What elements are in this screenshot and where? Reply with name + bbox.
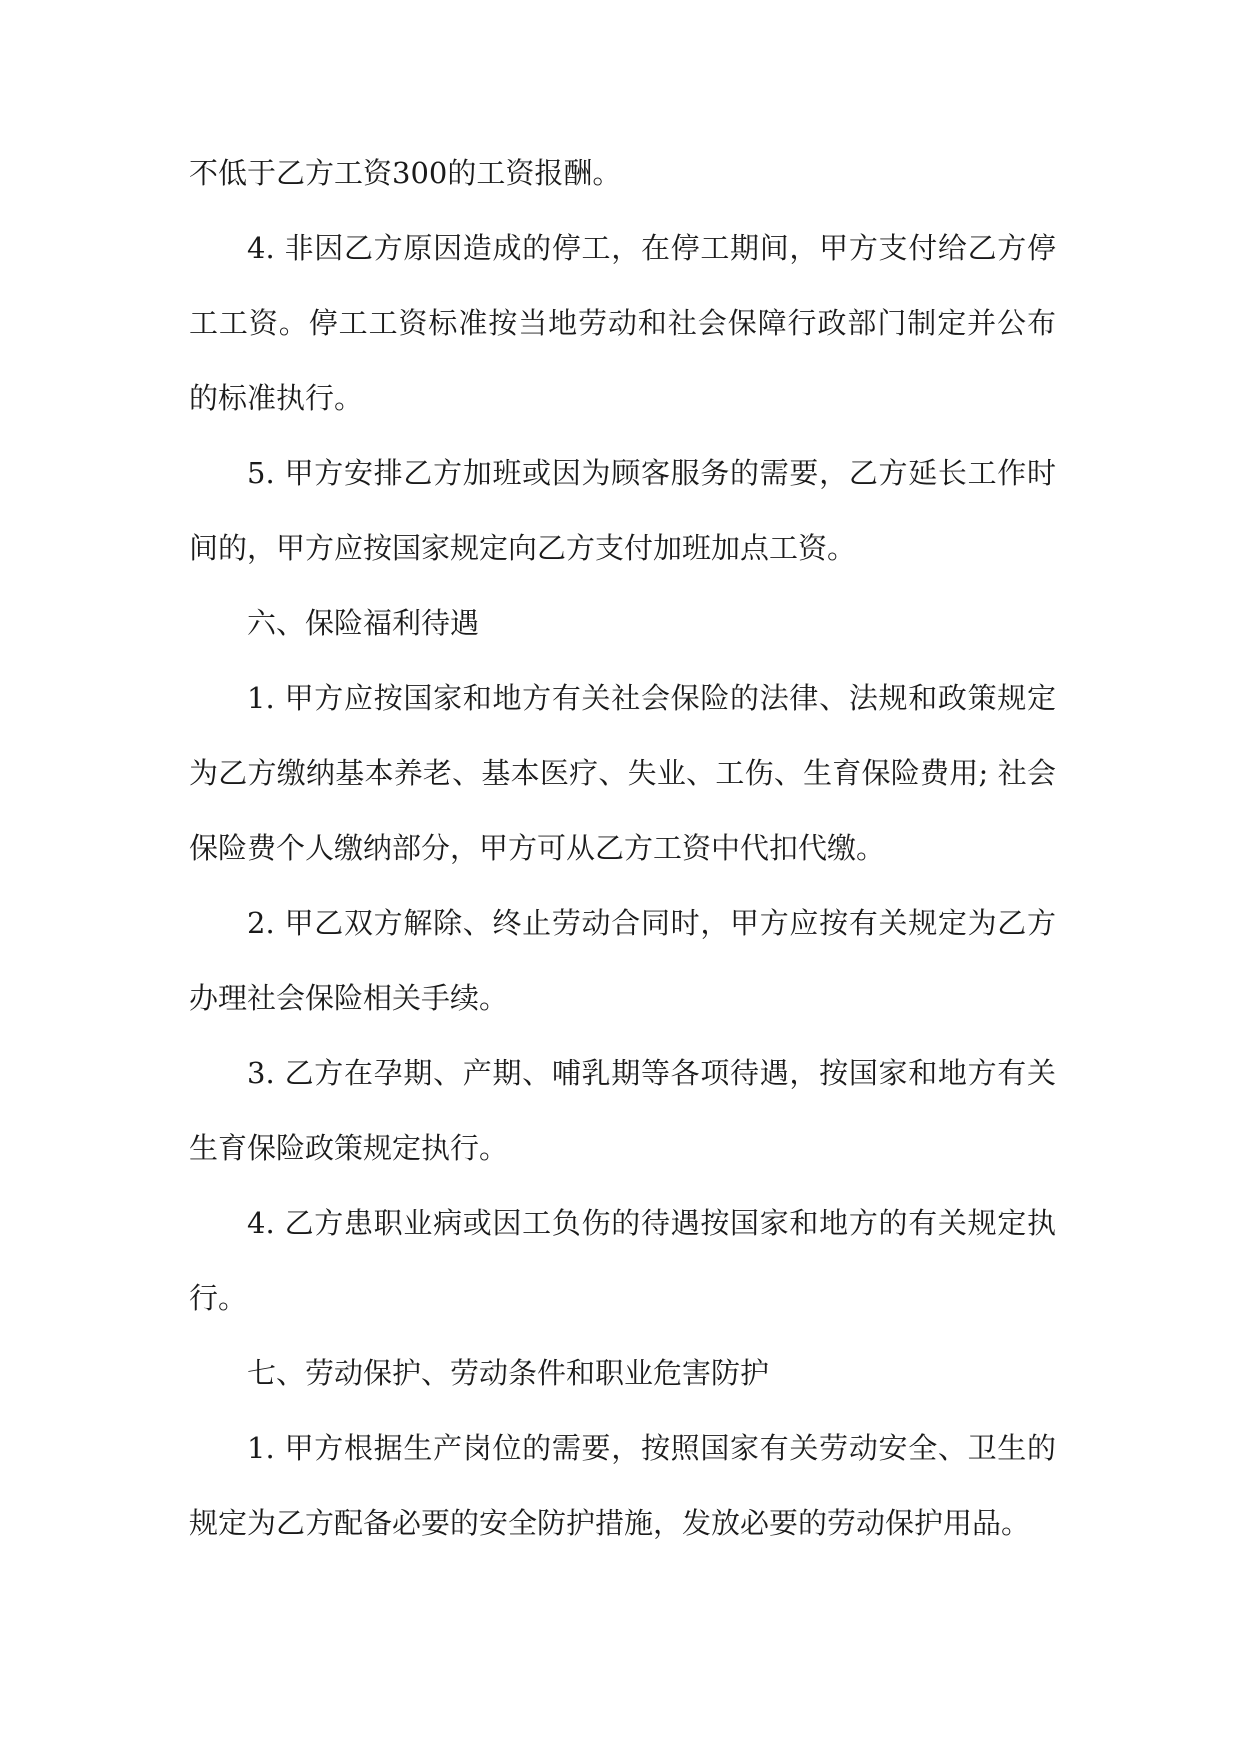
- paragraph-insurance-item-3: 3. 乙方在孕期、产期、哺乳期等各项待遇，按国家和地方有关生育保险政策规定执行。: [189, 1056, 1056, 1165]
- paragraph-continuation: 不低于乙方工资300的工资报酬。: [189, 156, 622, 190]
- section-heading-insurance: 六、保险福利待遇: [247, 606, 480, 640]
- paragraph-item-4-work-stoppage: 4. 非因乙方原因造成的停工，在停工期间，甲方支付给乙方停工工资。停工工资标准按当地劳动和社会保障行政部门制定并公布的标准执行。: [189, 231, 1056, 415]
- paragraph-insurance-item-1: 1. 甲方应按国家和地方有关社会保险的法律、法规和政策规定为乙方缴纳基本养老、基本医疗、失业、工伤、生育保险费用; 社会保险费个人缴纳部分，甲方可从乙方工资中代扣代缴。: [189, 681, 1056, 865]
- paragraph-protection-item-1: 1. 甲方根据生产岗位的需要，按照国家有关劳动安全、卫生的规定为乙方配备必要的安全防护措施，发放必要的劳动保护用品。: [189, 1431, 1056, 1540]
- paragraph-insurance-item-2: 2. 甲乙双方解除、终止劳动合同时，甲方应按有关规定为乙方办理社会保险相关手续。: [189, 906, 1056, 1015]
- document-body: [189, 136, 1056, 1561]
- paragraph-insurance-item-4: 4. 乙方患职业病或因工负伤的待遇按国家和地方的有关规定执行。: [189, 1206, 1056, 1315]
- section-heading-labor-protection: 七、劳动保护、劳动条件和职业危害防护: [247, 1356, 770, 1390]
- paragraph-item-5-overtime: 5. 甲方安排乙方加班或因为顾客服务的需要，乙方延长工作时间的，甲方应按国家规定向乙方支付加班加点工资。: [189, 456, 1056, 565]
